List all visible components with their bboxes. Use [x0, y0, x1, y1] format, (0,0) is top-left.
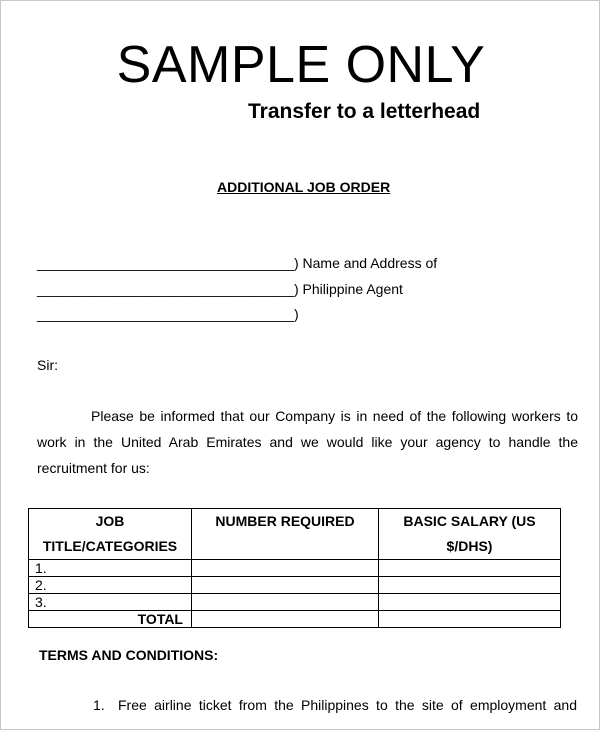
table-header-row — [29, 509, 561, 560]
row-salary-cell — [379, 594, 561, 611]
row-salary-cell — [379, 560, 561, 577]
row-number-cell — [192, 594, 379, 611]
address-blank: _________________________________ — [37, 255, 294, 271]
row-job-cell: 3. — [29, 594, 192, 611]
body-paragraph: Please be informed that our Company is in need of the following workers to work in the United Arab Emirates and we would like your agency to handle the recruitment for us: — [37, 408, 578, 476]
salutation: Sir: — [37, 357, 58, 373]
address-label: ) — [293, 306, 299, 322]
job-order-table — [28, 508, 561, 628]
table-row — [29, 577, 561, 594]
address-blank: _________________________________ — [37, 306, 294, 322]
table-row — [29, 594, 561, 611]
row-salary-cell — [379, 577, 561, 594]
term-item — [93, 697, 579, 713]
header-basic-salary: BASIC SALARY (US $/DHS) — [379, 509, 561, 560]
header-job-title: JOB TITLE/CATEGORIES — [29, 509, 192, 560]
address-label: ) Philippine Agent — [293, 281, 403, 297]
total-label: TOTAL — [29, 611, 192, 628]
terms-heading: TERMS AND CONDITIONS: — [39, 647, 219, 663]
table-row — [29, 560, 561, 577]
row-job-cell: 2. — [29, 577, 192, 594]
sample-banner: SAMPLE ONLY — [116, 36, 486, 94]
header-number-required: NUMBER REQUIRED — [192, 509, 379, 560]
row-number-cell — [192, 577, 379, 594]
address-blank: _________________________________ — [37, 281, 294, 297]
total-number-cell — [192, 611, 379, 628]
address-line — [37, 281, 403, 297]
row-number-cell — [192, 560, 379, 577]
term-text: Free airline ticket from the Philippines to the site of employment and — [118, 697, 577, 713]
total-salary-cell — [379, 611, 561, 628]
address-label: ) Name and Address of — [293, 255, 438, 271]
address-line — [37, 255, 437, 271]
table-total-row — [29, 611, 561, 628]
address-line — [37, 306, 299, 322]
letterhead-note: Transfer to a letterhead — [248, 100, 481, 123]
document-title: ADDITIONAL JOB ORDER — [217, 179, 391, 195]
row-job-cell: 1. — [29, 560, 192, 577]
term-number: 1. — [93, 697, 105, 713]
